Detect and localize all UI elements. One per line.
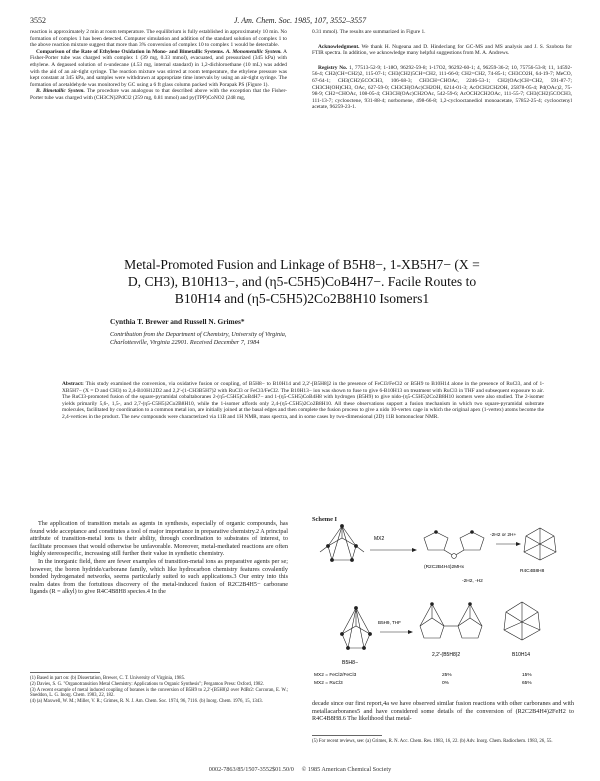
registry-numbers: Registry No. 1, 77513-52-9; 1-18O, 96292-59-8; 1-17O2, 96292-60-1; 4, 96259-36-2; 10, 75756-53-8; 11, 14592-56-4; CH2(CH=CH2)2, 115-07-1; CH3(CH2)5CH=CH2, 111-66-0; CH2=CH2, 74-85-1; CH3CO2H, 64-19-7; MeCO, 67-64-1; CH3(CH2)5COCH3, 106-68-3; CH3CH=CHOAc, 2246-53-1; CH2(OAc)CH=CH2, 591-87-7; CH3CH(OH)CH3, OAc, 627-59-0; CH3CH(OAc)CH2OH, 6214-01-3; AcOCH2CH2OH, 25878-05-4; Pd(OAc)2, 75-98-9; CH2=CHOAc, 108-05-4; CH3CH(OAc)CH2OAc, 542-59-6; AcOCH2CH2OAc, 111-55-7; CH3(CH2)5COCH3, 111-13-7; cyclooctene, 931-88-4; norbornene, 498-66-8; 1,2-cyclooctanediol monoacetate, 57852-25-4; cyclooctenyl acetate, 96259-23-1. — [312, 64, 572, 111]
scheme-reagent: MX2 — [374, 536, 385, 542]
scheme-reagent: B5H9, THF — [378, 620, 401, 625]
carborane-cluster-icon — [320, 524, 364, 561]
footnote: (4) (a) Maxwell, W. M.; Miller, V. R.; Grimes, R. N. J. Am. Chem. Soc. 1974, 96, 7116. (b) Inorg. Chem. 1976, 15, 1343. — [30, 699, 263, 705]
body-paragraph: decade since our first report,4a we have observed similar fusion reactions with other carboranes and with metallacarboranes5 and have considered some details of the conversion of (R2C2B4H4)2FeH2 to R4C4B8H8.6 The likelihood that metal- — [312, 700, 574, 723]
footnote-rule — [30, 672, 100, 673]
scheme-compound-label: B10H14 — [512, 652, 531, 658]
scheme-label: Scheme I — [312, 516, 338, 523]
previous-article-right-column — [312, 29, 572, 111]
previous-article-left-column — [30, 29, 287, 102]
page-footer — [0, 766, 600, 773]
page-number: 3552 — [30, 16, 46, 25]
footnote: (1) Based in part on: (b) Dissertation, Brewer, C. T. University of Virginia, 1985. — [30, 676, 186, 681]
yield-value: 65% — [522, 681, 532, 686]
copyright: © 1985 American Chemical Society — [301, 766, 392, 773]
scheme-compound-label: B5H8− — [342, 660, 359, 666]
scheme-compound-label: 2,2′-(B5H8)2 — [432, 652, 461, 658]
journal-citation: J. Am. Chem. Soc. 1985, 107, 3552–3557 — [233, 16, 367, 25]
abstract — [62, 381, 544, 421]
metal-sandwich-icon — [424, 531, 484, 559]
scheme-drawing — [312, 516, 574, 726]
arrowhead — [516, 542, 521, 546]
decaborane-icon — [504, 602, 540, 640]
affiliation-line: Charlottesville, Virginia 22901. Received December 7, 1984 — [110, 338, 260, 346]
footnotes-left — [30, 676, 288, 705]
footnote: (2) Davies, S. G. "Organotransition Metal Chemistry: Applications to Organic Synthesis"; Pergamon Press: Oxford, 1982. — [30, 681, 265, 687]
yield-row-reagent: MX2 = FeCl2/FeCl3 — [314, 673, 357, 678]
experimental-paragraph: B. Bimetallic System. The procedure was analogous to that described above with the exception that the Fisher-Porter tube was charged with (CH3CN)2PdCl2 (259 mg, 0.81 mmol) and py(TPP)CoNO2 (248 mg, — [30, 88, 287, 101]
body-paragraph: The application of transition metals as agents in synthesis, especially of organic compounds, has found wide acceptance and constitutes a tool of major importance in preparative chemistry.2 A principal attribute of transition-metal ions is their ability, through coordination to substrates of interest, to facilitate processes that would otherwise be unfavorable. Moreover, metal-mediated reactions are often highly stereospecific, increasing still further their value in synthetic chemistry. — [30, 520, 288, 558]
experimental-paragraph: reaction is approximately 2 min at room temperature. The equilibrium is fully established in approximately 10 min. No formation of complex 1 has been detected. Computer simulation and addition of the standard solution of complex 1 to the above reaction mixture suggest that more than 3% conversion of complex 10 to complex 1 would be detectable. — [30, 29, 287, 49]
title-line: Metal-Promoted Fusion and Linkage of B5H8−, 1-XB5H7− (X = — [124, 257, 480, 272]
acknowledgment: Acknowledgment. We thank H. Nugeana and D. Hindeclang for GC-MS and MS analysis and J. S. Szobota for FTIR spectra. In addition, we acknowledge many helpful suggestions from M. A. Andrews. — [312, 43, 572, 57]
coupled-borane-icon — [420, 603, 482, 639]
footnote-rule — [312, 735, 382, 736]
article-title — [112, 256, 492, 307]
fused-cage-icon — [524, 528, 556, 560]
title-line: D, CH3), B10H13−, and (η5-C5H5)CoB4H7−. Facile Routes to — [127, 274, 477, 289]
affiliation — [110, 331, 440, 346]
yield-row-reagent: MX2 = RuCl3 — [314, 681, 343, 686]
yield-value: 0% — [442, 681, 449, 686]
title-line: B10H14 and (η5-C5H5)2Co2B8H10 Isomers1 — [174, 291, 430, 306]
arrowhead — [408, 630, 413, 634]
scheme-compound-label: (R2C2B4H4)2MHx — [424, 565, 464, 570]
yield-value: 25% — [442, 673, 452, 678]
results-continuation: 0.31 mmol). The results are summarized in Figure 1. — [312, 29, 426, 35]
pentaborane-icon — [340, 606, 371, 649]
arrowhead — [412, 548, 417, 552]
body-left-column — [30, 520, 288, 596]
scheme-compound-label: R4C4B8H8 — [520, 569, 545, 574]
scheme-1 — [312, 516, 574, 726]
yield-value: 15% — [522, 673, 532, 678]
footnotes-right — [312, 739, 574, 745]
scheme-reagent: -2H2 or 2H+ — [490, 533, 517, 538]
article-code: 0002-7863/85/1507-3552$01.50/0 — [208, 766, 294, 773]
scheme-reagent: -2H2, -H2 — [462, 579, 483, 584]
body-paragraph: In the inorganic field, there are fewer examples of transition-metal ions as preparative agents per se; however, the boron hydride/carborane family, which like hydrocarbon chemistry features covalently bonded hydrogenated networks, seems particularly suited to such applications.3 Our entry into this realm dates from the fortuitous discovery of the metal-induced fusion of R2C2B4H5− carborane ligands (R = alkyl) to give R4C4B8H8 species.4 In the — [30, 557, 288, 596]
abstract-label: Abstract: — [62, 381, 84, 387]
footnote: (3) A recent example of metal induced coupling of boranes is the conversion of B5H9 to 2,2′-(B5H8)2 over PdBr2: Corcoran, E. W.; Sneddon, L. G. Inorg. Chem. 1983, 22, 182. — [30, 687, 288, 699]
abstract-text: This study examined the conversion, via oxidative fusion or coupling, of B5H8− to B10H14 and 2,2′-[B5H8]2 in the presence of FeCl3/FeCl2 or B5H9 to B10H14 alone in the presence of RuCl3, and of 1-XB5H7− (X = D and CH3) to 2,4-B10H12D2 and 2,2′-(1-CH3B5H7)2 with RuCl3 or FeCl3/FeCl2. The B10H13− ion was shown to fuse to give 6-B10H13 on treatment with RuCl3 in THF and subsequent exposure to air. The RuCl3-promoted fusion of the square-pyramidal cobaltaboranes 2-(η5-C5H5)CoB4H7− and 1-(η5-C5H5)CoB4H8 with hydrogen (B5H9) to give nido-(η5-C5H5)2Co2B8H10 isomers were also studied. The 2-isomer yields primarily 5,6-, 1,5-, and 2,7-(η5-C5H5)2Co2B8H10, while the 1-isomer affords only 2,4-(η5-C5H5)2Co2B8H10. All these observations support a fusion mechanism in which two square-pyramidal substrate molecules, facilitated by coordination to a common metal ion, are initially joined at the basal edges and then complete the fusion process to give a nido 10-vertex cage in which the original apex (1-vertex) atoms become the 2,4-vertices in the product. The new compounds were characterized via 11B and 1H NMR, mass spectra, and in some cases by two-dimensional (2D) 11B homonuclear NMR. — [62, 381, 544, 420]
body-right-column — [312, 700, 574, 723]
footnote: (5) For recent reviews, see: (a) Grimes, R. N. Acc. Chem. Res. 1983, 16, 22. (b) Adv. Inorg. Chem. Radiochem. 1983, 26, 55. — [312, 739, 553, 744]
experimental-paragraph: Comparison of the Rate of Ethylene Oxidation in Mono- and Bimetallic Systems. A. Monometallic System. A Fisher-Porter tube was charged with complex 1 (39 mg, 0.33 mmol), evacuated, and pressurized (345 kPa) with ethylene. A degassed solution of n-undecane (4.53 mg, internal standard) in 1,2-dichloroethane (10 mL) was added with the aid of an air-tight syringe. The reaction mixture was stirred at room temperature, the ethylene pressure was kept constant at 345 kPa, and samples were withdrawn at appropriate time intervals by using an air-tight syringe. The formation of acetaldehyde was monitored by GC using a 6 ft glass column packed with Porapak PS (Figure 1). — [30, 48, 287, 88]
author-list: Cynthia T. Brewer and Russell N. Grimes* — [110, 317, 245, 326]
affiliation-line: Contribution from the Department of Chemistry, University of Virginia, — [110, 331, 287, 338]
